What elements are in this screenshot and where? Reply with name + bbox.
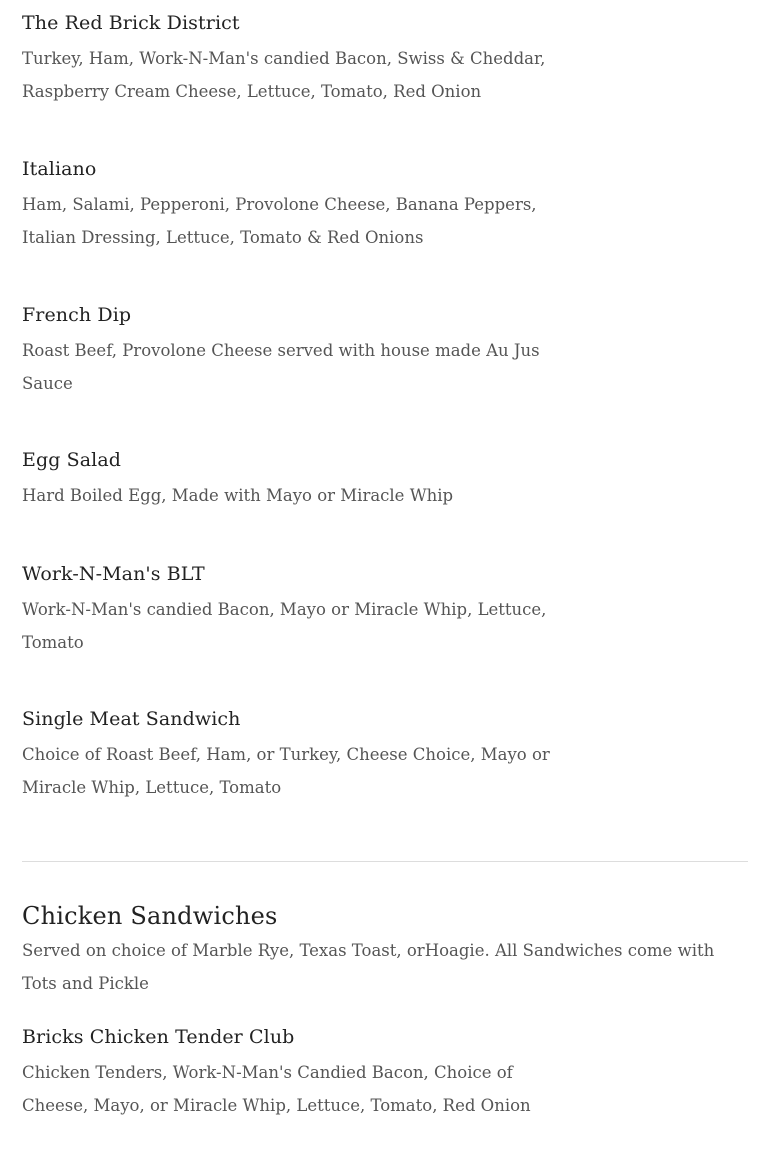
menu-item — [22, 303, 562, 400]
menu-item-name: Single Meat Sandwich — [22, 708, 241, 730]
menu-item-name: The Red Brick District — [22, 12, 240, 34]
section-divider — [22, 861, 748, 862]
menu-item-name: Bricks Chicken Tender Club — [22, 1026, 295, 1048]
section-header-chicken — [22, 901, 748, 1000]
menu-item — [22, 11, 562, 108]
menu-item — [22, 448, 562, 513]
menu-item-description: Ham, Salami, Pepperoni, Provolone Cheese, Banana Peppers, Italian Dressing, Lettuce, Tomato & Red Onions — [22, 195, 537, 247]
menu-item-description: Hard Boiled Egg, Made with Mayo or Miracle Whip — [22, 486, 454, 505]
menu-item-description: Turkey, Ham, Work-N-Man's candied Bacon, Swiss & Cheddar, Raspberry Cream Cheese, Lettuce, Tomato, Red Onion — [22, 49, 546, 101]
menu-item-description: Chicken Tenders, Work-N-Man's Candied Bacon, Choice of Cheese, Mayo, or Miracle Whip, Lettuce, Tomato, Red Onion — [22, 1063, 531, 1115]
menu-item — [22, 1025, 562, 1122]
menu-item — [22, 707, 562, 804]
menu-item — [22, 562, 562, 659]
menu-item-description: Work-N-Man's candied Bacon, Mayo or Miracle Whip, Lettuce, Tomato — [22, 600, 547, 652]
section-title: Chicken Sandwiches — [22, 902, 278, 930]
menu-item-description: Choice of Roast Beef, Ham, or Turkey, Cheese Choice, Mayo or Miracle Whip, Lettuce, Tomato — [22, 745, 550, 797]
menu-item-name: Egg Salad — [22, 449, 122, 471]
menu-item-name: French Dip — [22, 304, 132, 326]
menu-item-name: Work-N-Man's BLT — [22, 563, 205, 585]
menu-item — [22, 157, 562, 254]
menu-item-name: Italiano — [22, 158, 97, 180]
section-description: Served on choice of Marble Rye, Texas Toast, orHoagie. All Sandwiches come with Tots and Pickle — [22, 941, 715, 993]
menu-item-description: Roast Beef, Provolone Cheese served with house made Au Jus Sauce — [22, 341, 540, 393]
